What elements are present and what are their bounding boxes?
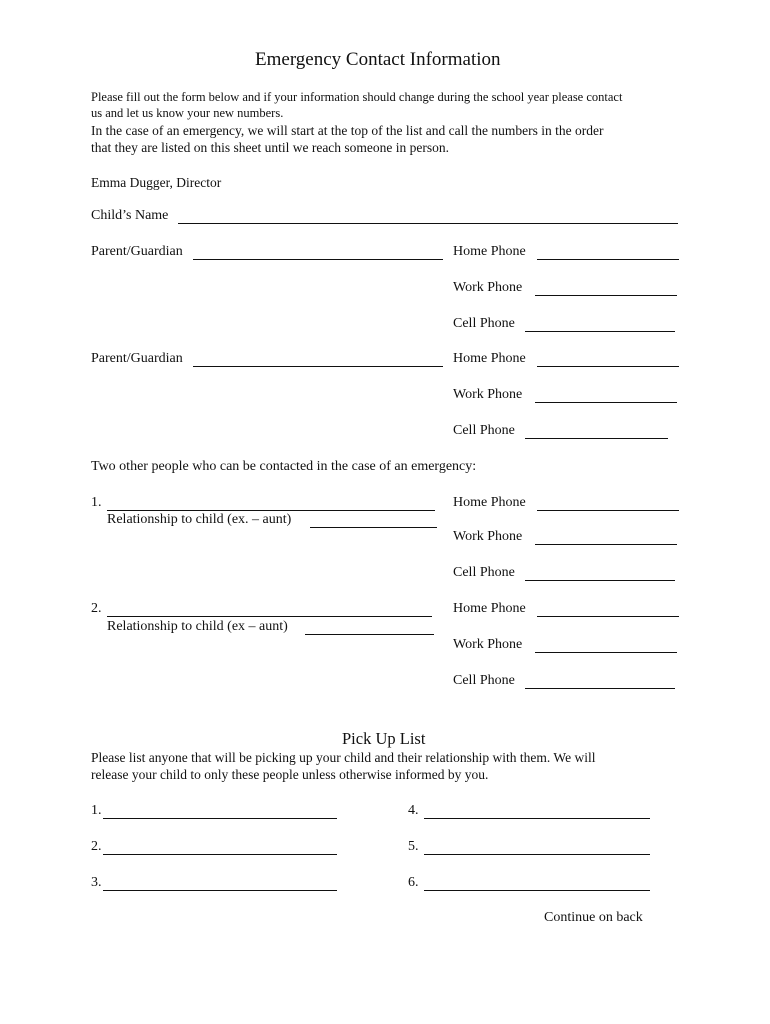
pickup-instructions: release your child to only these people unless otherwise informed by you. — [91, 767, 489, 782]
contact-2-name-field[interactable] — [107, 616, 432, 617]
parent2-home-phone-field[interactable] — [537, 366, 679, 367]
parent-guardian-2-label: Parent/Guardian — [91, 351, 183, 366]
childs-name-field[interactable] — [178, 223, 678, 224]
work-phone-label: Work Phone — [453, 637, 523, 652]
pickup-5-field[interactable] — [424, 854, 650, 855]
pickup-number-3: 3. — [91, 875, 102, 890]
parent-guardian-2-field[interactable] — [193, 366, 443, 367]
contact-1-relationship-field[interactable] — [310, 527, 437, 528]
contact1-work-phone-field[interactable] — [535, 544, 677, 545]
contact-1-relationship-label: Relationship to child (ex. – aunt) — [107, 512, 292, 527]
parent2-work-phone-field[interactable] — [535, 402, 677, 403]
childs-name-label: Child’s Name — [91, 208, 169, 223]
contact-2-relationship-label: Relationship to child (ex – aunt) — [107, 619, 288, 634]
work-phone-label: Work Phone — [453, 387, 523, 402]
pickup-1-field[interactable] — [103, 818, 337, 819]
pickup-number-2: 2. — [91, 839, 102, 854]
page-title: Emergency Contact Information — [255, 49, 501, 70]
cell-phone-label: Cell Phone — [453, 423, 515, 438]
cell-phone-label: Cell Phone — [453, 673, 515, 688]
pickup-4-field[interactable] — [424, 818, 650, 819]
pickup-3-field[interactable] — [103, 890, 337, 891]
intro-text: Please fill out the form below and if your information should change during the school year please contact — [91, 90, 623, 104]
cell-phone-label: Cell Phone — [453, 565, 515, 580]
parent-guardian-1-label: Parent/Guardian — [91, 244, 183, 259]
continue-on-back-note: Continue on back — [544, 910, 643, 925]
home-phone-label: Home Phone — [453, 351, 526, 366]
contact2-cell-phone-field[interactable] — [525, 688, 675, 689]
parent2-cell-phone-field[interactable] — [525, 438, 668, 439]
pickup-number-6: 6. — [408, 875, 419, 890]
other-contacts-heading: Two other people who can be contacted in the case of an emergency: — [91, 459, 477, 474]
cell-phone-label: Cell Phone — [453, 316, 515, 331]
work-phone-label: Work Phone — [453, 280, 523, 295]
pickup-number-5: 5. — [408, 839, 419, 854]
intro-text: that they are listed on this sheet until we reach someone in person. — [91, 140, 450, 155]
contact-1-name-field[interactable] — [107, 510, 435, 511]
parent-guardian-1-field[interactable] — [193, 259, 443, 260]
contact-2-relationship-field[interactable] — [305, 634, 434, 635]
parent1-home-phone-field[interactable] — [537, 259, 679, 260]
home-phone-label: Home Phone — [453, 495, 526, 510]
contact1-home-phone-field[interactable] — [537, 510, 679, 511]
intro-text: us and let us know your new numbers. — [91, 106, 284, 120]
parent1-cell-phone-field[interactable] — [525, 331, 675, 332]
parent1-work-phone-field[interactable] — [535, 295, 677, 296]
pickup-heading: Pick Up List — [342, 729, 426, 748]
director-signature: Emma Dugger, Director — [91, 175, 222, 190]
home-phone-label: Home Phone — [453, 601, 526, 616]
intro-text: In the case of an emergency, we will start at the top of the list and call the numbers in the order — [91, 123, 604, 138]
pickup-instructions: Please list anyone that will be picking up your child and their relationship with them. We will — [91, 750, 596, 765]
pickup-number-4: 4. — [408, 803, 419, 818]
contact1-cell-phone-field[interactable] — [525, 580, 675, 581]
contact-1-number: 1. — [91, 495, 102, 510]
home-phone-label: Home Phone — [453, 244, 526, 259]
work-phone-label: Work Phone — [453, 529, 523, 544]
pickup-number-1: 1. — [91, 803, 102, 818]
pickup-6-field[interactable] — [424, 890, 650, 891]
contact2-work-phone-field[interactable] — [535, 652, 677, 653]
contact-2-number: 2. — [91, 601, 102, 616]
pickup-2-field[interactable] — [103, 854, 337, 855]
contact2-home-phone-field[interactable] — [537, 616, 679, 617]
